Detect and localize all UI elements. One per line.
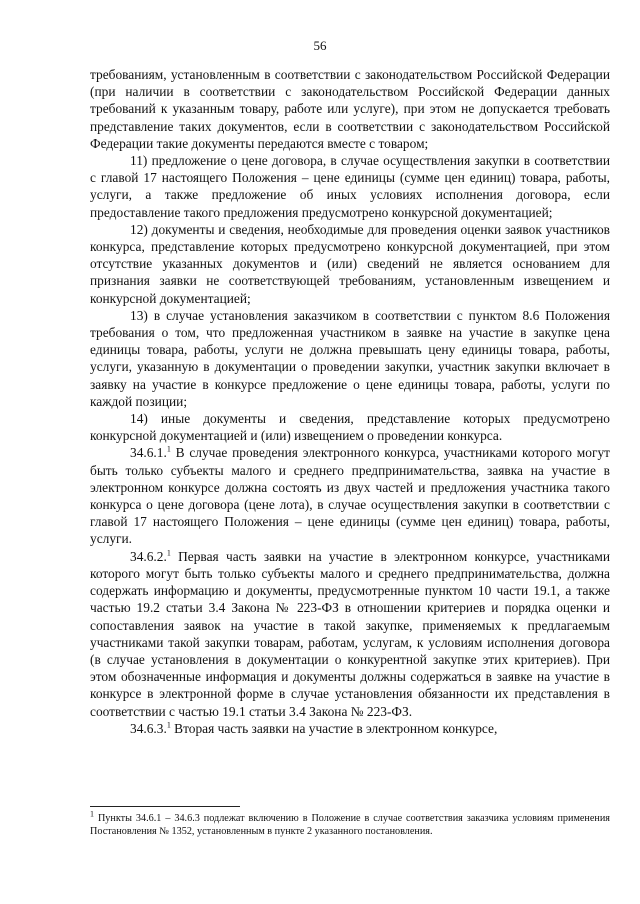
paragraph-text: 12) документы и сведения, необходимые для проведения оценки заявок участников конкурса, представление которых предусмотрено конкурсной документацией, при этом отсутствие указанных документов и (или) сведений не является основанием для признания заявки не соответствующей требованиям, установленным извещением и конкурсной документацией; [90, 221, 610, 306]
paragraph-text: 11) предложение о цене договора, в случае осуществления закупки в соответствии с главой 17 настоящего Положения – цене единицы (сумме цен единиц) товара, работы, услуги, а также предложение об иных условиях исполнения договора, если предоставление такого предложения предусмотрено конкурсной документацией; [90, 153, 610, 220]
footnote-ref: 1 [166, 720, 171, 730]
page-number: 56 [313, 38, 327, 53]
paragraph [90, 152, 610, 221]
footnotes [90, 809, 610, 838]
paragraph [90, 221, 610, 307]
footnote-ref: 1 [166, 445, 171, 454]
footnote-ref: 1 [166, 548, 171, 558]
paragraph-text: Вторая часть заявки на участие в электронном конкурсе, [170, 720, 498, 736]
paragraph [90, 66, 610, 152]
clause-number: 34.6.2. [130, 548, 167, 564]
clause-number: 34.6.1. [130, 445, 167, 461]
paragraph-text: 13) в случае установления заказчиком в соответствии с пунктом 8.6 Положения требования о том, что предложенная участником в заявке на участие в закупке цена единицы товара, работы, услуги не должна превышать цену единицы товара, работы, услуги, указанную в документации о проведении закупки, участник закупки включает в заявку на участие в конкурсе предложение о цене единицы товара, работы, услуги по каждой позиции; [90, 307, 610, 409]
footnote [90, 809, 610, 838]
paragraph [90, 548, 610, 720]
clause-number: 34.6.3. [130, 720, 167, 736]
paragraph [90, 307, 610, 410]
footnote-marker: 1 [90, 809, 94, 819]
paragraph [90, 410, 610, 444]
paragraph-text: 14) иные документы и сведения, представление которых предусмотрено конкурсной документацией и (или) извещением о проведении конкурса. [90, 411, 610, 444]
paragraph [90, 444, 610, 547]
document-body [90, 66, 610, 737]
paragraph-text: В случае проведения электронного конкурса, участниками которого могут быть только субъекты малого и среднего предпринимательства, заявка на участие в электронном конкурсе должна состоять из двух частей и предложения участника такого конкурса о цене договора (цене лота), в случае осуществления закупки в соответствии с главой 17 настоящего Положения – цене единицы (сумме цен единиц) товара, работы, услуги. [90, 445, 610, 547]
paragraph-text: Первая часть заявки на участие в электронном конкурсе, участниками которого могут быть только субъекты малого и среднего предпринимательства, должна содержать информацию и документы, предусмотренные пунктом 10 части 19.1, а также частью 19.2 статьи 3.4 Закона № 223-ФЗ в отношении критериев и порядка оценки и сопоставления заявок на участие в такой закупке, применяемых к предлагаемым участниками такой закупки товарам, работам, услугам, к условиям исполнения договора (в случае установления в документации о конкурентной закупке этих критериев). При этом обозначенные информация и документы должны содержаться в заявке на участие в конкурсе в электронной форме в случае установления обязанности их представления в соответствии с частью 19.1 статьи 3.4 Закона № 223-ФЗ. [90, 548, 610, 719]
footnote-text: Пункты 34.6.1 – 34.6.3 подлежат включению в Положение в случае соответствия заказчика условиям применения Постановления № 1352, установленным в пункте 2 указанного постановления. [90, 813, 610, 837]
footnote-separator [90, 806, 240, 807]
paragraph [90, 720, 610, 737]
paragraph-text: требованиям, установленным в соответствии с законодательством Российской Федерации (при наличии в соответствии с законодательством Российской Федерации данных требований к указанным товару, работе или услуге), при этом не допускается требовать представление таких документов, если в соответствии с законодательством Российской Федерации такие документы передаются вместе с товаром; [90, 67, 610, 151]
